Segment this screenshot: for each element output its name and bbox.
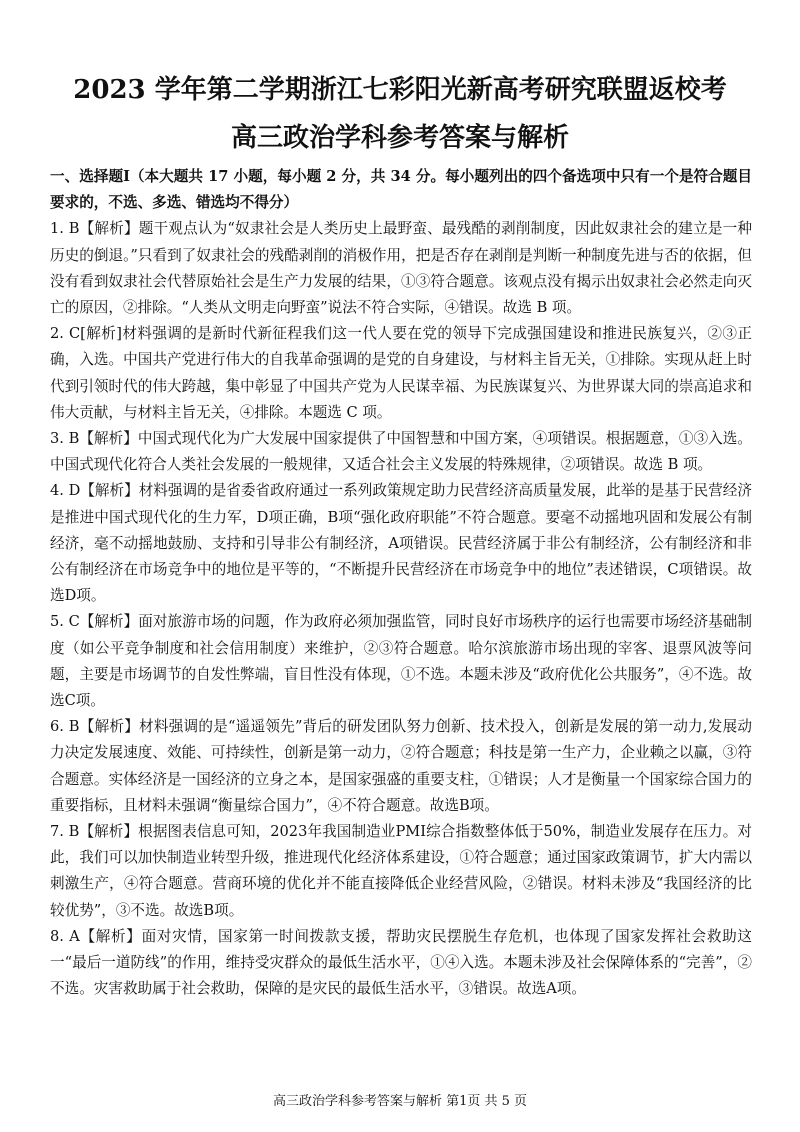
question-text: 中国式现代化为广大发展中国家提供了中国智慧和中国方案，④项错误。根据题意，①③入选。中国式现代化符合人类社会发展的一般规律，又适合社会主义发展的特殊规律，②项错误。故选 B 项。	[50, 430, 752, 474]
question-label: 8. A【解析】	[50, 927, 142, 945]
page-footer: 高三政治学科参考答案与解析 第1页 共 5 页	[272, 1094, 528, 1109]
question-text: 材料强调的是“遥遥领先”背后的研发团队努力创新、技术投入，创新是发展的第一动力,发展动力决定发展速度、效能、可持续性，创新是第一动力，②符合题意；科技是第一生产力，企业赖之以赢，③符合题意。实体经济是一国经济的立身之本，是国家强盛的重要支柱，①错误；人才是衡量一个国家综合国力的重要指标，且材料未强调“衡量综合国力”，④不符合题意。故选B项。	[50, 718, 752, 814]
question-2-explanation	[50, 321, 752, 426]
question-3-explanation	[50, 426, 752, 478]
question-label: 3. B【解析】	[50, 430, 138, 448]
question-text: 题干观点认为“奴隶社会是人类历史上最野蛮、最残酷的剥削制度，因此奴隶社会的建立是一种历史的倒退。”只看到了奴隶社会的残酷剥削的消极作用，把是否存在剥削是判断一种制度先进与否的依据，但没有看到奴隶社会代替原始社会是生产力发展的结果，①③符合题意。该观点没有揭示出奴隶社会必然走向灭亡的原因，②排除。“人类从文明走向野蛮”说法不符合实际，④错误。故选 B 项。	[50, 220, 752, 317]
exam-title: 2023 学年第二学期浙江七彩阳光新高考研究联盟返校考	[73, 75, 727, 105]
question-5-explanation	[50, 609, 752, 714]
question-7-explanation	[50, 819, 752, 924]
question-8-explanation	[50, 924, 752, 1003]
question-label: 6. B【解析】	[50, 718, 140, 736]
question-4-explanation	[50, 478, 752, 609]
question-text: 根据图表信息可知，2023年我国制造业PMI综合指数整体低于50%，制造业发展存在压力。对此，我们可以加快制造业转型升级，推进现代化经济体系建设，①符合题意；通过国家政策调节，扩大内需以刺激生产，④符合题意。营商环境的优化并不能直接降低企业经营风险，②错误。材料未涉及“我国经济的比较优势”，③不选。故选B项。	[50, 823, 753, 919]
question-1-explanation	[50, 216, 752, 321]
answer-content	[50, 164, 752, 1003]
question-6-explanation	[50, 714, 752, 819]
question-text: 面对旅游市场的问题，作为政府必须加强监管，同时良好市场秩序的运行也需要市场经济基础制度（如公平竞争制度和社会信用制度）来维护，②③符合题意。哈尔滨旅游市场出现的宰客、退票风波等问题，主要是市场调节的自发性弊端，盲目性没有体现，①不选。本题未涉及“政府优化公共服务”，④不选。故选C项。	[50, 613, 752, 710]
question-text: 材料强调的是新时代新征程我们这一代人要在党的领导下完成强国建设和推进民族复兴，②③正确，入选。中国共产党进行伟大的自我革命强调的是党的自身建设，与材料主旨无关，①排除。实现从赶上时代到引领时代的伟大跨越，集中彰显了中国共产党为人民谋幸福、为民族谋复兴、为世界谋大同的崇高追求和伟大贡献，与材料主旨无关，④排除。本题选 C 项。	[50, 325, 752, 421]
question-text: 面对灾情，国家第一时间拨款支援，帮助灾民摆脱生存危机，也体现了国家发挥社会救助这一“最后一道防线”的作用，维持受灾群众的最低生活水平，①④入选。本题未涉及社会保障体系的“完善”，②不选。灾害救助属于社会救助，保障的是灾民的最低生活水平，③错误。故选A项。	[50, 927, 752, 998]
question-label: 4. D【解析】	[50, 482, 139, 500]
question-label: 7. B【解析】	[50, 823, 139, 841]
section-heading: 一、选择题Ⅰ（本大题共 17 小题，每小题 2 分，共 34 分。每小题列出的四个备选项中只有一个是符合题目要求的，不选、多选、错选均不得分）	[50, 168, 752, 212]
question-label: 1. B【解析】	[50, 220, 139, 238]
document-subtitle: 高三政治学科参考答案与解析	[230, 123, 569, 153]
question-label: 2. C[解析]	[50, 325, 122, 343]
question-label: 5. C【解析】	[50, 613, 139, 631]
question-text: 材料强调的是省委省政府通过一系列政策规定助力民营经济高质量发展，此举的是基于民营经济是推进中国式现代化的生力军，D项正确，B项“强化政府职能”不符合题意。要毫不动摇地巩固和发展公有制经济，毫不动摇地鼓励、支持和引导非公有制经济，A项错误。民营经济属于非公有制经济，公有制经济和非公有制经济在市场竞争中的地位是平等的，“不断提升民营经济在市场竞争中的地位”表述错误，C项错误。故选D项。	[50, 482, 752, 605]
